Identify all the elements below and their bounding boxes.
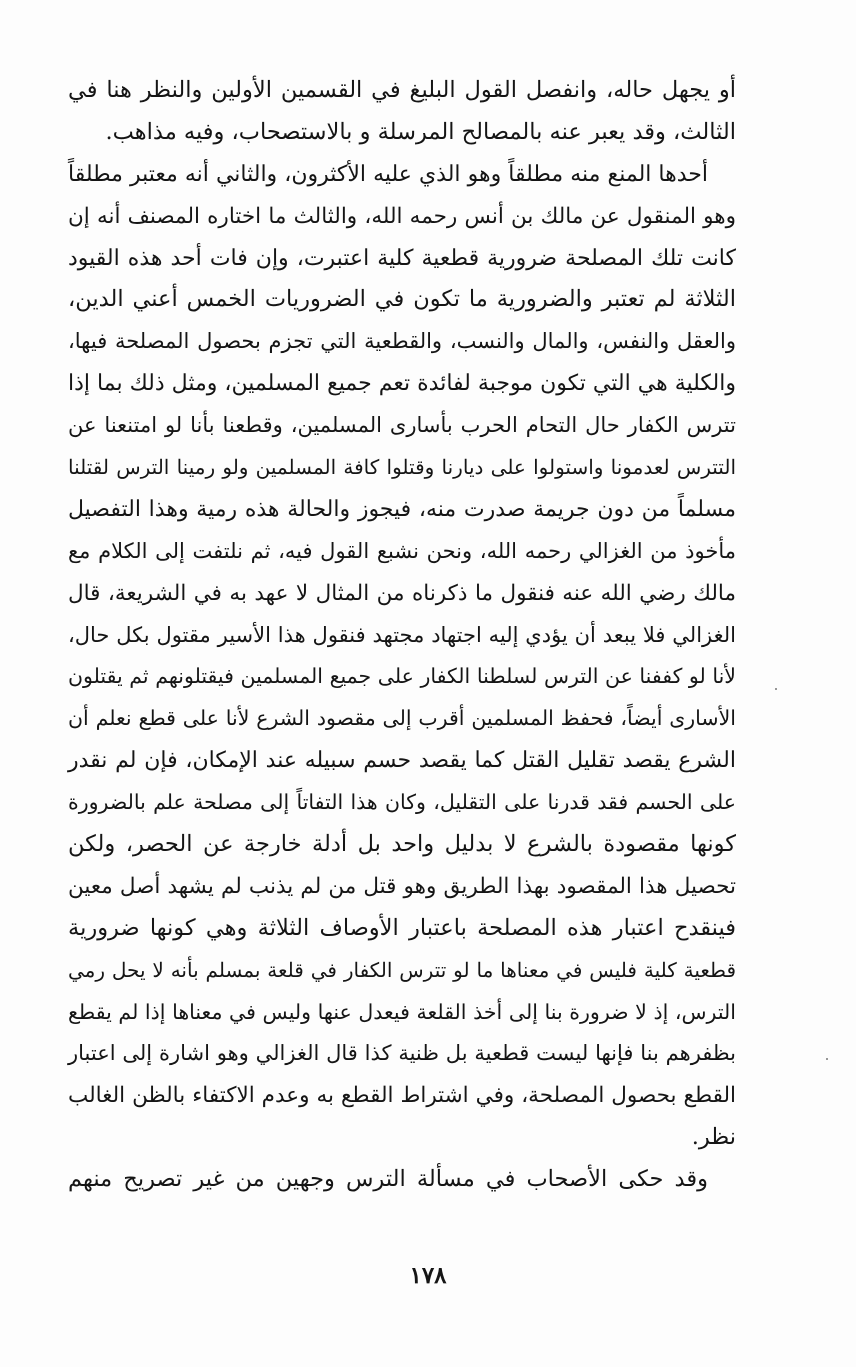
text-line: أو يجهل حاله، وانفصل القول البليغ في القسمين الأولين والنظر هنا في — [68, 77, 736, 103]
page-number: ١٧٨ — [409, 1262, 447, 1289]
text-line: الأسارى أيضاً، فحفظ المسلمين أقرب إلى مقصود الشرع لأنا على قطع نعلم أن — [68, 706, 736, 731]
text-line: فينقدح اعتبار هذه المصلحة باعتبار الأوصاف الثلاثة وهي كونها ضرورية — [68, 914, 736, 941]
text-line: التترس لعدمونا واستولوا على ديارنا وقتلوا كافة المسلمين ولو رمينا الترس لقتلنا — [68, 455, 736, 480]
text-line: الشرع يقصد تقليل القتل كما يقصد حسم سبيله عند الإمكان، فإن لم نقدر — [68, 748, 736, 774]
text-line: نظر. — [691, 1124, 736, 1151]
text-line: وهو المنقول عن مالك بن أنس رحمه الله، والثالث ما اختاره المصنف أنه إن — [68, 203, 736, 229]
text-line: مالك رضي الله عنه فنقول ما ذكرناه من المثال لا عهد به في الشريعة، قال — [68, 580, 736, 606]
text-line: تترس الكفار حال التحام الحرب بأسارى المسلمين، وقطعنا بأنا لو امتنعنا عن — [68, 413, 736, 438]
text-line: لأنا لو كففنا عن الترس لسلطنا الكفار على جميع المسلمين فيقتلونهم ثم يقتلون — [68, 664, 736, 689]
text-line: والعقل والنفس، والمال والنسب، والقطعية التي تجزم بحصول المصلحة فيها، — [68, 329, 736, 354]
scan-speck — [826, 1058, 828, 1060]
text-line: أحدها المنع منه مطلقاً وهو الذي عليه الأكثرون، والثاني أنه معتبر مطلقاً — [68, 161, 709, 187]
text-line: الثالث، وقد يعبر عنه بالمصالح المرسلة و بالاستصحاب، وفيه مذاهب. — [105, 118, 736, 145]
text-line: والكلية هي التي تكون موجبة لفائدة تعم جميع المسلمين، ومثل ذلك بما إذا — [68, 371, 736, 397]
text-line: الثلاثة لم تعتبر والضرورية ما تكون في الضروريات الخمس أعني الدين، — [68, 286, 736, 313]
text-line: كونها مقصودة بالشرع لا بدليل واحد بل أدلة خارجة عن الحصر، ولكن — [68, 831, 736, 858]
text-line: الغزالي فلا يبعد أن يؤدي إليه اجتهاد مجتهد فنقول هذا الأسير مقتول بكل حال، — [68, 622, 736, 647]
text-line: القطع بحصول المصلحة، وفي اشتراط القطع به وعدم الاكتفاء بالظن الغالب — [68, 1083, 736, 1109]
text-line: بظفرهم بنا فإنها ليست قطعية بل ظنية كذا قال الغزالي وهو اشارة إلى اعتبار — [68, 1041, 736, 1066]
text-line: كانت تلك المصلحة ضرورية قطعية كلية اعتبرت، وإن فات أحد هذه القيود — [68, 245, 736, 271]
text-line: الترس، إذ لا ضرورة بنا إلى أخذ القلعة فيعدل عنها وليس في معناها إذا لم يقطع — [68, 999, 736, 1024]
text-line: على الحسم فقد قدرنا على التقليل، وكان هذا التفاتاً إلى مصلحة علم بالضرورة — [68, 790, 736, 815]
text-line: مسلماً من دون جريمة صدرت منه، فيجوز والحالة هذه رمية وهذا التفصيل — [68, 496, 736, 522]
scan-speck — [775, 688, 777, 690]
text-line: قطعية كلية فليس في معناها ما لو تترس الكفار في قلعة بمسلم بأنه لا يحل رمي — [68, 957, 736, 982]
text-line: تحصيل هذا المقصود بهذا الطريق وهو قتل من لم يذنب لم يشهد أصل معين — [68, 873, 736, 899]
body-text — [68, 70, 736, 1201]
text-line: مأخوذ من الغزالي رحمه الله، ونحن نشبع القول فيه، ثم نلتفت إلى الكلام مع — [68, 538, 736, 563]
text-line: وقد حكى الأصحاب في مسألة الترس وجهين من غير تصريح منهم — [68, 1166, 708, 1193]
